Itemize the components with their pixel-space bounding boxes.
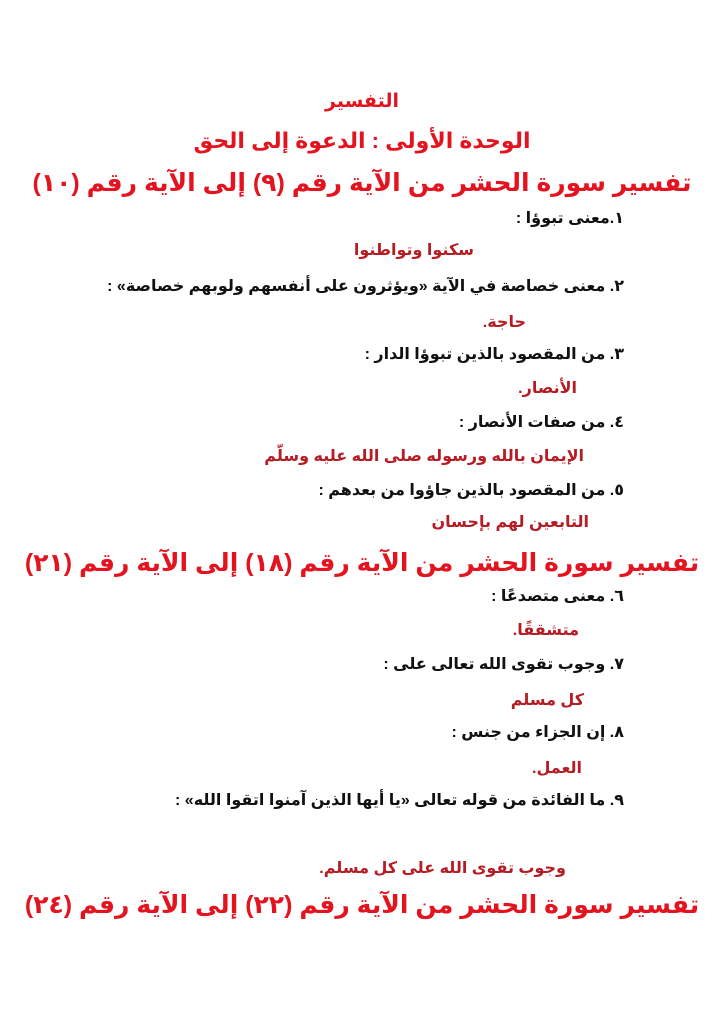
question-8: ٨. إن الجزاء من جنس : — [451, 724, 624, 741]
answer-2: حاجة. — [482, 314, 526, 331]
question-2: ٢. معنى خصاصة في الآية «ويؤثرون على أنفسهم ولوبهم خصاصة» : — [107, 278, 624, 295]
section-heading-3: تفسير سورة الحشر من الآية رقم (٢٢) إلى الآية رقم (٢٤) — [24, 891, 700, 919]
question-9: ٩. ما الفائدة من قوله تعالى «يا أيها الذين آمنوا اتقوا الله» : — [175, 792, 624, 809]
answer-8: العمل. — [532, 760, 582, 777]
question-6: ٦. معنى متصدعًا : — [491, 588, 624, 605]
answer-9: وجوب تقوى الله على كل مسلم. — [319, 860, 566, 877]
unit-title: الوحدة الأولى : الدعوة إلى الحق — [193, 128, 531, 153]
question-5: ٥. من المقصود بالذين جاؤوا من بعدهم : — [318, 482, 624, 499]
answer-5: التابعين لهم بإحسان — [431, 514, 589, 531]
document-title: التفسير — [325, 91, 399, 112]
answer-6: متشققًا. — [512, 622, 579, 639]
answer-3: الأنصار. — [518, 380, 577, 397]
section-heading-2: تفسير سورة الحشر من الآية رقم (١٨) إلى الآية رقم (٢١) — [24, 549, 700, 577]
answer-4: الإيمان بالله ورسوله صلى الله عليه وسلّم — [264, 448, 584, 465]
question-4: ٤. من صفات الأنصار : — [458, 414, 624, 431]
answer-7: كل مسلم — [510, 692, 584, 709]
question-7: ٧. وجوب تقوى الله تعالى على : — [383, 656, 624, 673]
question-1: ١.معنى تبوؤا : — [515, 210, 624, 227]
answer-1: سكنوا وتواطنوا — [353, 242, 474, 259]
question-3: ٣. من المقصود بالذين تبوؤا الدار : — [364, 346, 624, 363]
section-heading-1: تفسير سورة الحشر من الآية رقم (٩) إلى الآية رقم (١٠) — [32, 169, 692, 197]
